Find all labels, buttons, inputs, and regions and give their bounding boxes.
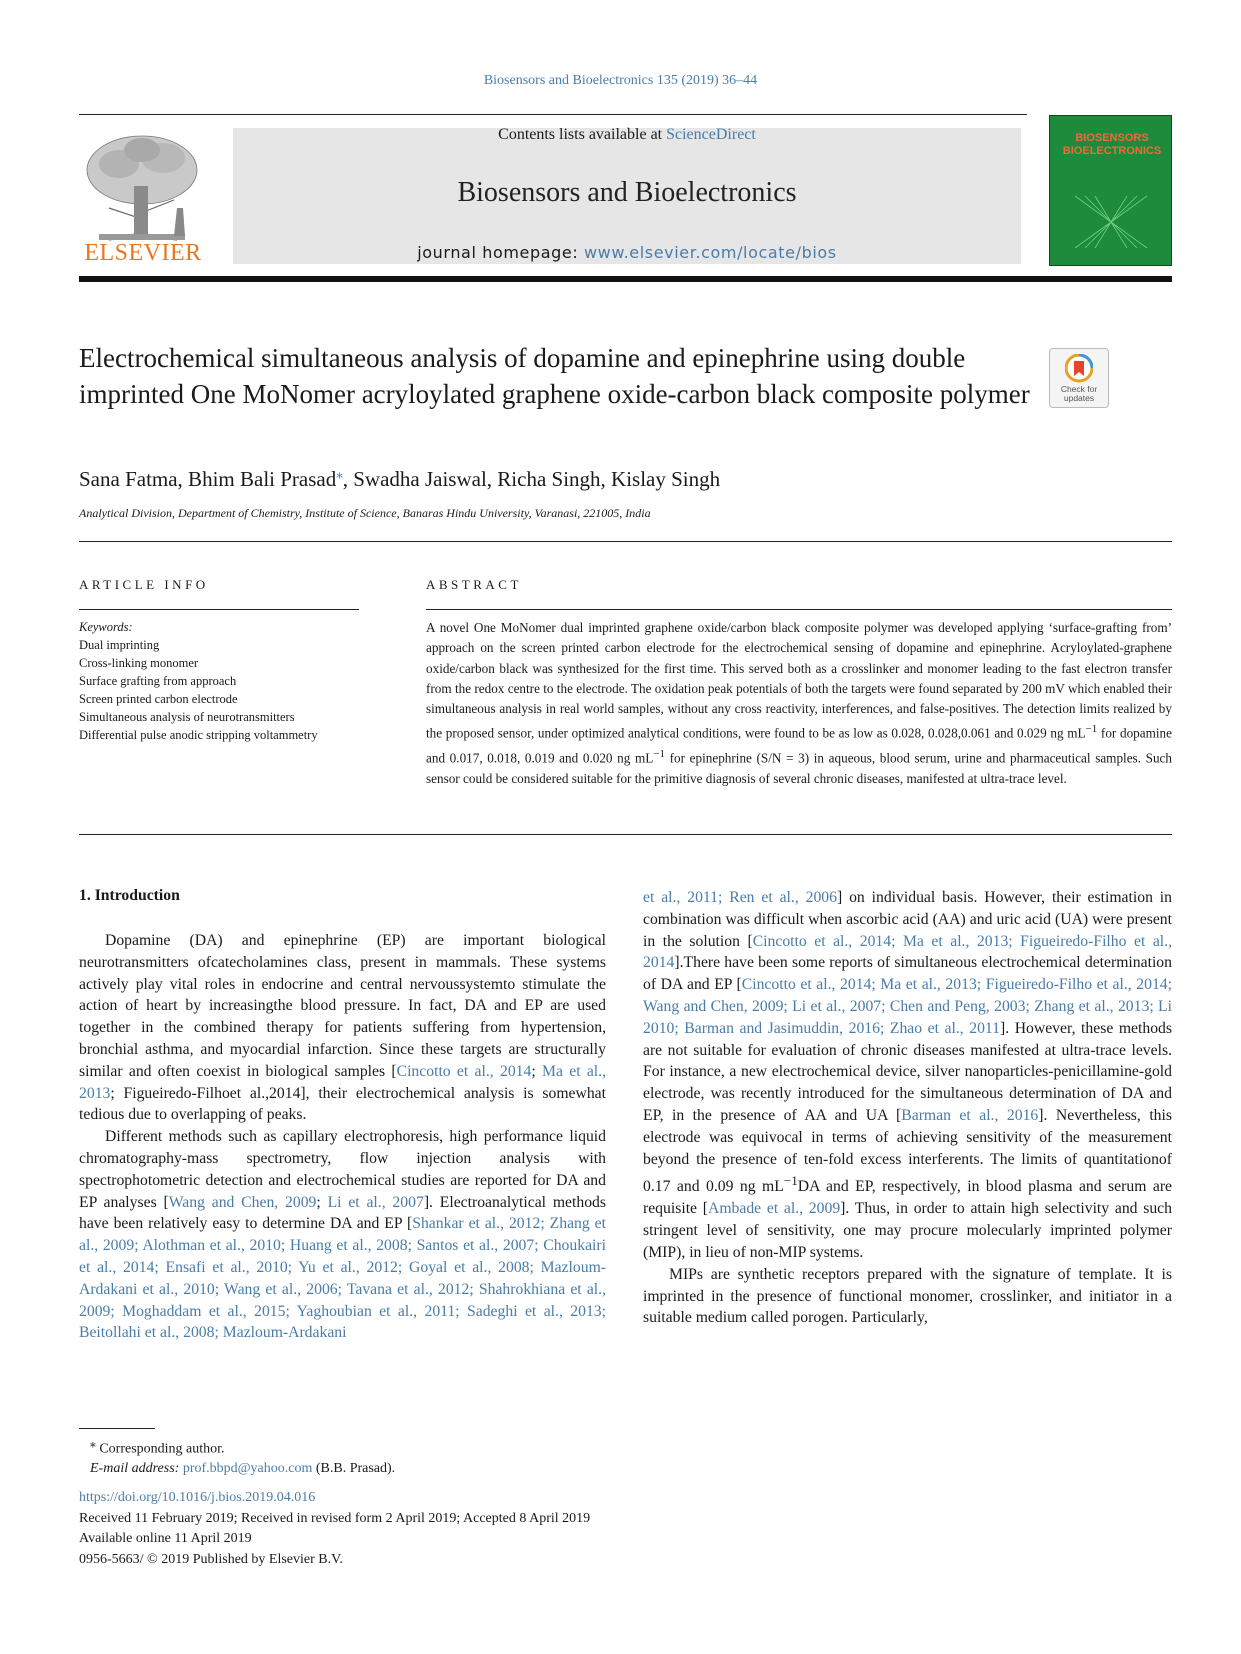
body-column-right <box>643 887 1172 1329</box>
paragraph-text: ] on individual basis. However, their estimation in combination was difficult when ascorbic acid (AA) and uric acid (UA) were present in the solution [ <box>643 889 1172 950</box>
abstract-bottom-rule <box>79 834 1172 835</box>
keyword-item: Simultaneous analysis of neurotransmitters <box>79 710 295 724</box>
homepage-prefix: journal homepage: <box>417 243 584 262</box>
citation-link[interactable]: Ma et al., 2013 <box>79 1062 607 1102</box>
paragraph-text: ; <box>316 1193 328 1211</box>
unit-exponent: −1 <box>653 748 666 761</box>
paragraph-text: ; Figueiredo-Filhoet al.,2014], their electrochemical analysis is somewhat tedious due to overlapping of peaks. <box>79 1084 606 1124</box>
contents-prefix: Contents lists available at <box>498 126 667 143</box>
copyright: 0956-5663/ © 2019 Published by Elsevier B.V. <box>79 1551 343 1567</box>
paragraph-text: ]. However, these methods are not suitable for evaluation of chronic diseases manifested at ultra-trace levels. For instance, a new electrochemical device, silver nanoparticles-penicillamine-gold electrode, was recently introduced for the simultaneous determination of DA and EP, in the presence of AA and UA [ <box>643 1019 1172 1124</box>
paragraph-text: ].There have been some reports of simultaneous electrochemical determination of DA and EP [ <box>643 954 1172 994</box>
abstract-rule <box>426 609 1172 610</box>
citation-link[interactable]: Barman et al., 2016 <box>901 1106 1039 1124</box>
elsevier-wordmark: ELSEVIER <box>84 240 202 266</box>
journal-cover-image <box>1049 115 1172 266</box>
abstract-part: for epinephrine (S/N = 3) in aqueous, blood serum, urine and pharmaceutical samples. Such sensor could be considered suitable for the primitive diagnosis of several chronic diseases, manifested at ultra-trace level. <box>426 750 1172 786</box>
body-column-left <box>79 930 606 1344</box>
paragraph: MIPs are synthetic receptors prepared with the signature of template. It is imprinted in the presence of functional monomer, crosslinker, and initiator in a suitable medium called porogen. Particularly, <box>643 1265 1172 1327</box>
citation-link[interactable]: Shankar et al., 2012; Zhang et al., 2009; Alothman et al., 2010; Huang et al., 2008; Santos et al., 2007; Choukairi et al., 2014; Ensafi et al., 2010; Yu et al., 2012; Goyal et al., 2008; Mazloum-Ardakani et al., 2010; Wang et al., 2006; Tavana et al., 2012; Shahrokhiana et al., 2009; Moghaddam et al., 2015; Yaghoubian et al., 2011; Sadeghi et al., 2013; Beitollahi et al., 2008; Mazloum-Ardakani <box>79 1215 606 1342</box>
journal-homepage <box>233 243 1021 262</box>
corresponding-author-mark[interactable]: ⁎ <box>336 466 343 481</box>
email-suffix: (B.B. Prasad). <box>312 1461 396 1477</box>
keyword-item: Surface grafting from approach <box>79 674 237 688</box>
paragraph-text: ]. Electroanalytical methods have been relatively easy to determine DA and EP [ <box>79 1193 607 1233</box>
affiliation: Analytical Division, Department of Chemistry, Institute of Science, Banaras Hindu University, Varanasi, 221005, India <box>79 506 651 520</box>
citation-link[interactable]: Wang and Chen, 2009 <box>168 1193 317 1211</box>
keywords-list <box>79 618 318 744</box>
paragraph <box>643 887 1172 1264</box>
authors-part-1: Sana Fatma, Bhim Bali Prasad <box>79 467 337 491</box>
title-rule <box>79 541 1172 542</box>
paragraph-text: ; <box>531 1062 543 1080</box>
article-title: Electrochemical simultaneous analysis of dopamine and epinephrine using double imprinted One MoNomer acryloylated graphene oxide-carbon black composite polymer <box>79 343 1030 409</box>
available-online: Available online 11 April 2019 <box>79 1531 252 1546</box>
paragraph <box>79 930 606 1126</box>
citation-link[interactable]: et al., 2011; Ren et al., 2006 <box>643 889 837 906</box>
section-heading-introduction: 1. Introduction <box>79 887 180 904</box>
article-info-rule <box>79 609 359 610</box>
unit-exponent: −1 <box>1085 723 1098 736</box>
check-for-updates-label: Check for updates <box>1060 384 1098 403</box>
bookmark-icon <box>1065 354 1093 384</box>
paragraph-text: Different methods such as capillary electrophoresis, high performance liquid chromatography-mass spectrometry, flow injection analysis with spectrophotometric detection and electrochemical studies are reported for DA and EP analyses [ <box>79 1128 606 1211</box>
keyword-item: Cross-linking monomer <box>79 656 199 670</box>
abstract-heading: ABSTRACT <box>426 577 522 592</box>
abstract-text <box>426 618 1172 789</box>
footnote-mark: ⁎ <box>90 1437 96 1450</box>
homepage-link[interactable]: www.elsevier.com/locate/bios <box>584 243 837 262</box>
doi-link[interactable]: https://doi.org/10.1016/j.bios.2019.04.016 <box>79 1490 316 1505</box>
keyword-item: Dual imprinting <box>79 638 160 652</box>
contents-line <box>233 126 1021 144</box>
paragraph-text: Dopamine (DA) and epinephrine (EP) are important biological neurotransmitters ofcatecholamines class, present in mammals. These systems actively play vital roles in endocrine and central nervoussystemto stimulate the action of heart by increasingthe blood pressure. In fact, DA and EP are used together in the combined therapy for patients suffering from hypertension, bronchial asthma, and myocardial infarction. Since these targets are structurally similar and often coexist in biological samples [ <box>79 932 606 1080</box>
received-dates: Received 11 February 2019; Received in revised form 2 April 2019; Accepted 8 April 2019 <box>79 1510 591 1526</box>
sciencedirect-link[interactable]: ScienceDirect <box>666 126 756 143</box>
header-rule <box>79 114 1027 115</box>
cover-graphic <box>1070 191 1152 253</box>
citation-link[interactable]: Cincotto et al., 2014; Ma et al., 2013; Figueiredo-Filho et al., 2014; Wang and Chen, 2009; Li et al., 2007; Chen and Peng, 2003; Zhang et al., 2013; Li 2010; Barman and Jasimuddin, 2016; Zhao et al., 2011 <box>643 976 1172 1037</box>
citation-link[interactable]: Cincotto et al., 2014 <box>396 1062 532 1080</box>
article-info-heading: ARTICLE INFO <box>79 577 209 592</box>
paragraph-text: DA and EP, respectively, in blood plasma and serum are requisite [ <box>643 1178 1172 1218</box>
email-link[interactable]: prof.bbpd@yahoo.com <box>182 1461 313 1477</box>
header-thick-rule <box>79 276 1172 282</box>
article-history <box>79 1488 590 1570</box>
paragraph-text: ]. Nevertheless, this electrode was equivocal in terms of achieving sensitivity of the measurement beyond the presence of ten-fold excess interferents. The limits of quantitationof 0.17 and 0.09 ng mL <box>643 1106 1172 1196</box>
journal-title: Biosensors and Bioelectronics <box>457 177 797 208</box>
citation-link[interactable]: Ambade et al., 2009 <box>707 1200 841 1218</box>
citation-link[interactable]: Li et al., 2007 <box>327 1193 424 1211</box>
journal-reference[interactable]: Biosensors and Bioelectronics 135 (2019) 36–44 <box>483 73 758 88</box>
citation-link[interactable]: Cincotto et al., 2014; Ma et al., 2013; Figueiredo-Filho et al., 2014 <box>643 932 1172 972</box>
unit-exponent: −1 <box>783 1173 798 1189</box>
paragraph-text: ]. Thus, in order to attain high selectivity and such stringent level of sensitivity, one may procure molecularly imprinted polymer (MIP), in lieu of non-MIP systems. <box>643 1200 1172 1261</box>
keyword-item: Differential pulse anodic stripping voltammetry <box>79 728 318 742</box>
cover-title: BIOSENSORS BIOELECTRONICS <box>1062 132 1162 157</box>
paragraph <box>79 1126 606 1344</box>
footnote <box>90 1434 395 1479</box>
abstract-part: A novel One MoNomer dual imprinted graphene oxide/carbon black composite polymer was developed applying ‘surface-grafting from’ approach on the screen printed carbon electrode for the electrochemical sensing of dopamine and epinephrine. Acryloylated-graphene oxide/carbon black was synthesized for the first time. This served both as a crosslinker and monomer leading to the fast electron transfer from the redox centre to the electrode. The oxidation peak potentials of both the targets were found separated by 200 mV which enabled their simultaneous analysis in real world samples, without any cross reactivity, interferences, and false-positives. The detection limits realized by the proposed sensor, under optimized analytical conditions, were found to be as low as 0.028, 0.028,0.061 and 0.029 ng mL <box>426 620 1172 741</box>
author-list <box>79 466 720 492</box>
footnote-text: Corresponding author. <box>95 1441 225 1457</box>
email-label: E-mail address: <box>90 1461 180 1477</box>
keywords-label: Keywords: <box>79 620 133 634</box>
authors-part-2: , Swadha Jaiswal, Richa Singh, Kislay Singh <box>342 467 721 491</box>
check-for-updates-button[interactable] <box>1049 348 1109 408</box>
footnote-rule <box>79 1428 155 1429</box>
keyword-item: Screen printed carbon electrode <box>79 692 238 706</box>
abstract-part: for dopamine and 0.017, 0.018, 0.019 and 0.020 ng mL <box>426 725 1172 766</box>
